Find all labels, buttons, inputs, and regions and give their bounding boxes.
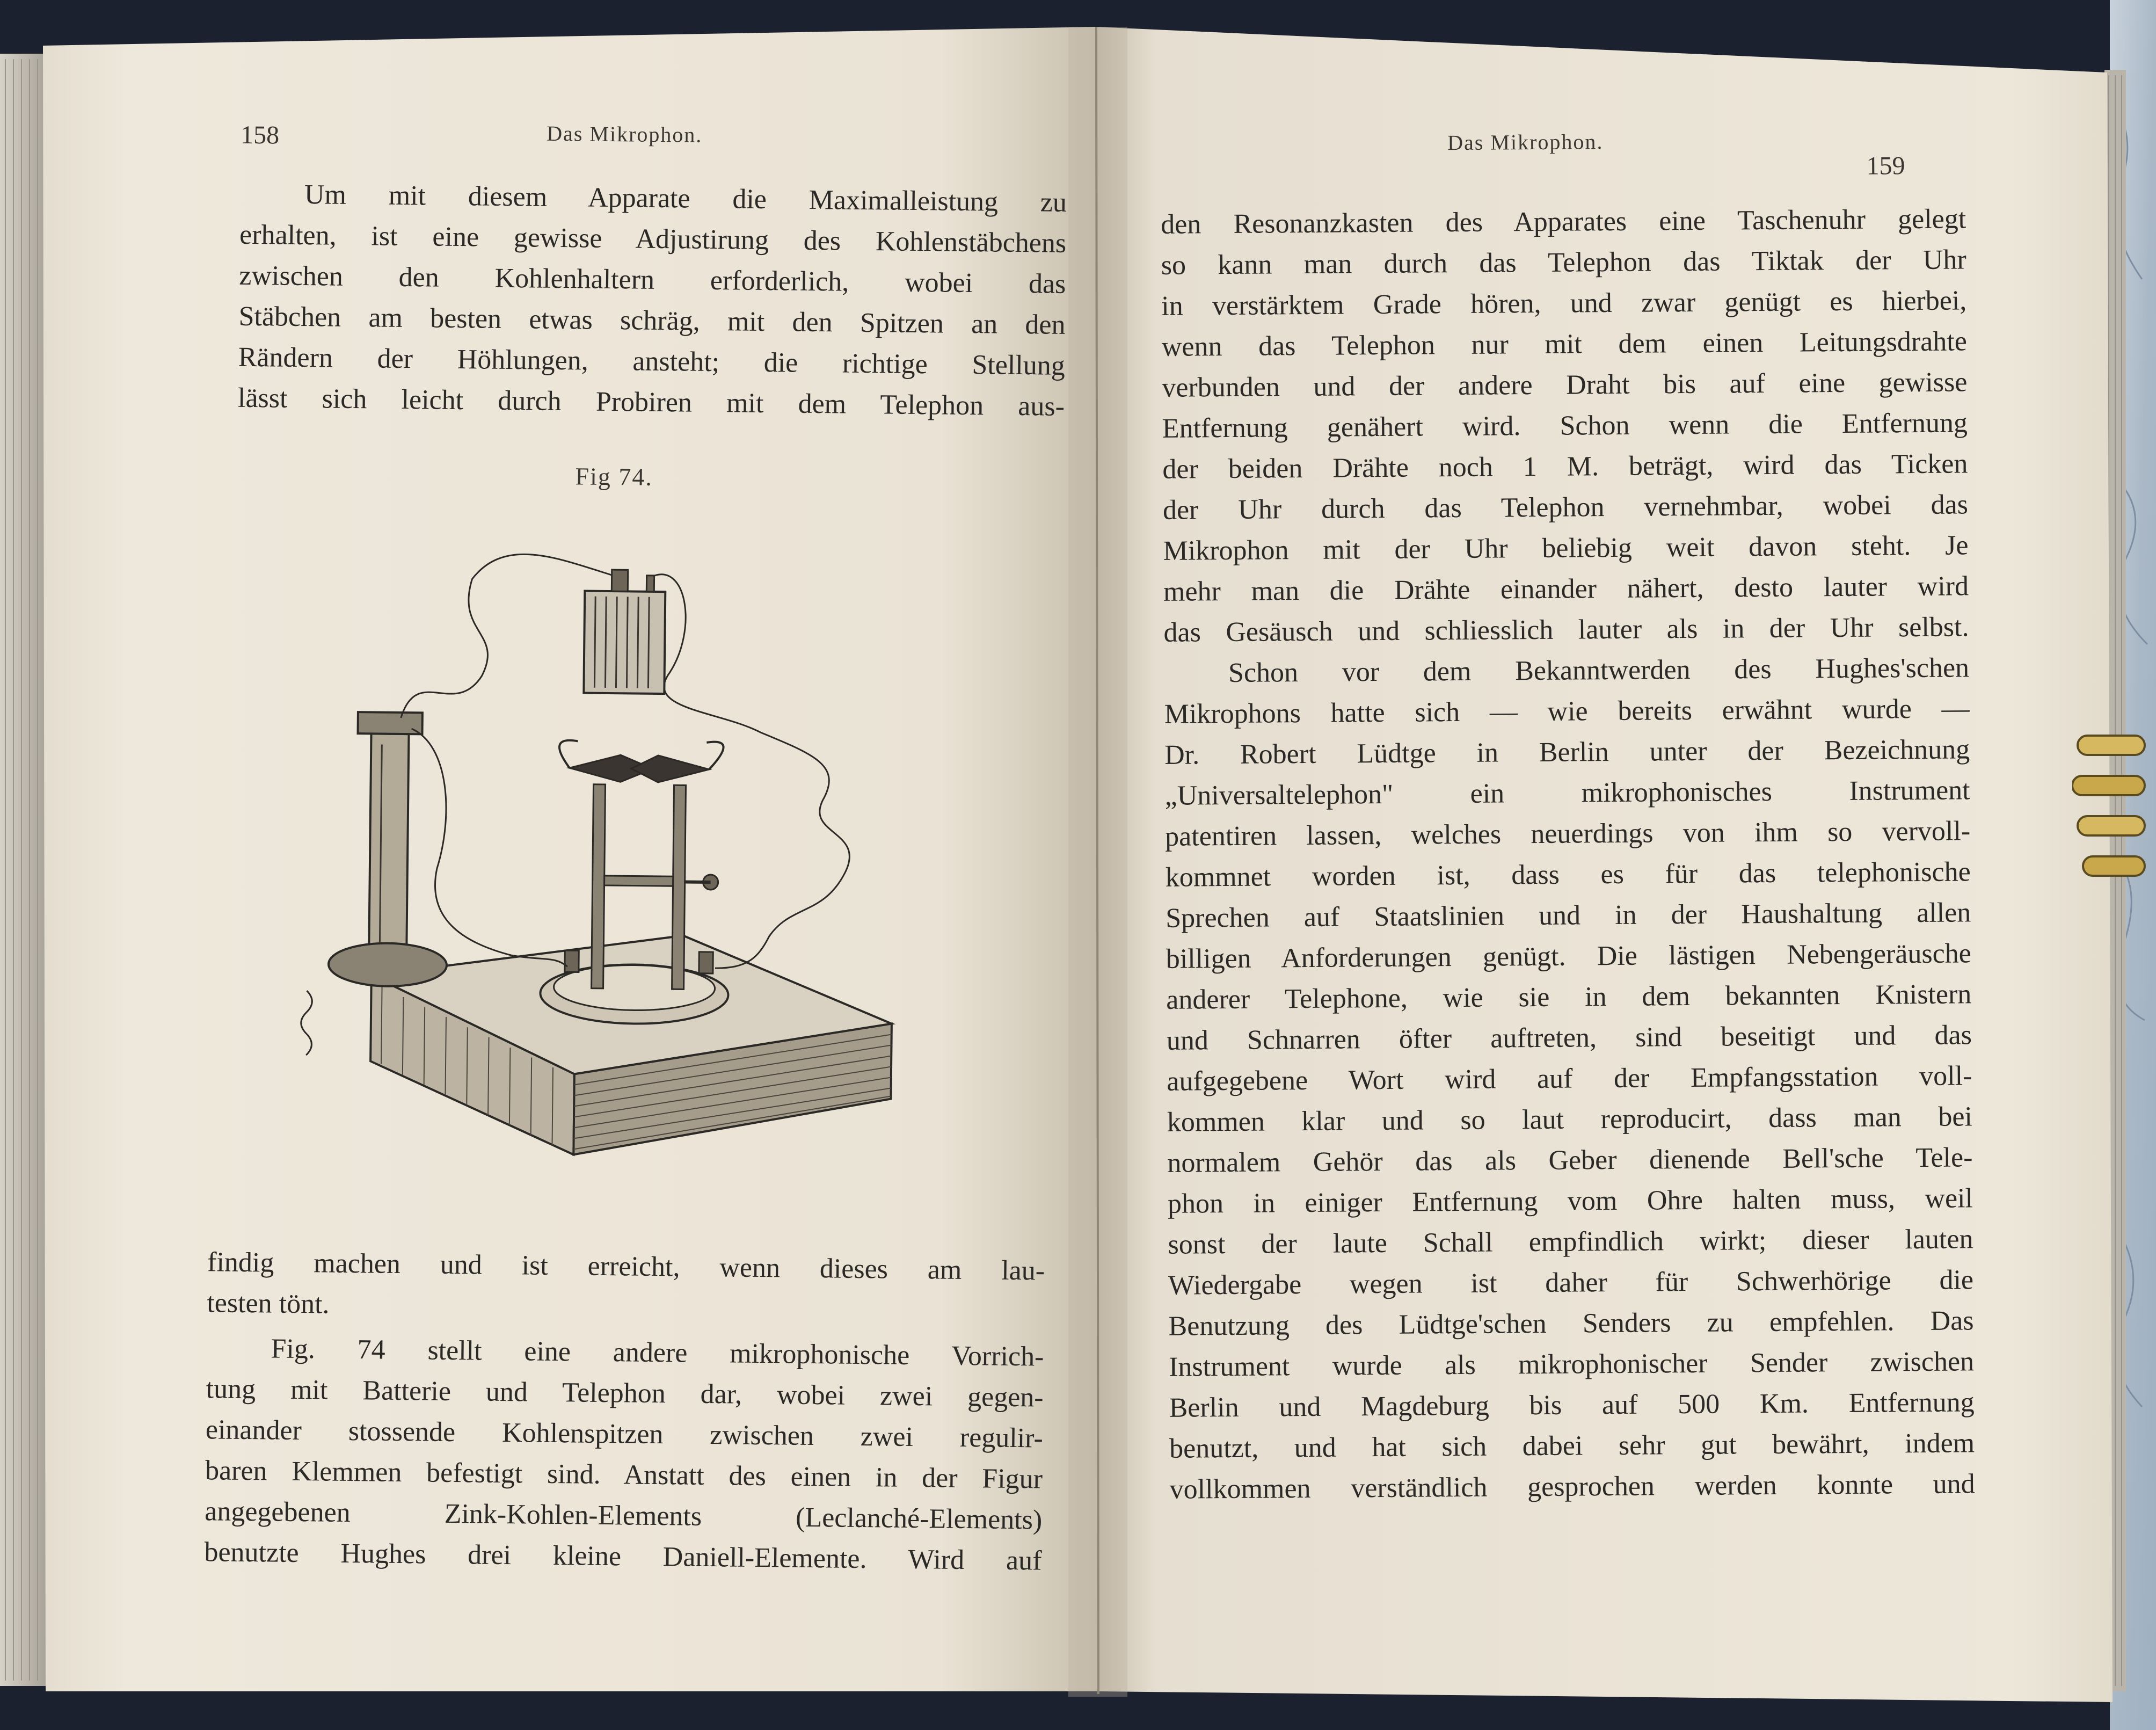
figure-caption: Fig 74. (575, 462, 653, 491)
text-line: Benutzung des Lüdtge'schen Senders zu empfehlen. Das (1168, 1305, 1974, 1342)
text-line: kommnet worden ist, dass es für das telephonische (1165, 856, 1971, 893)
text-line: das Gesäusch und schliesslich lauter als in der Uhr selbst. (1163, 612, 1969, 648)
left-page (26, 38, 1079, 1691)
microphone-engraving-figure (273, 491, 978, 1197)
text-line: vollkommen verständlich gesprochen werden konnte und (1169, 1469, 1975, 1505)
telephone-receiver-icon (329, 712, 449, 987)
text-line: benutzte Hughes drei kleine Daniell-Elemente. Wird auf (204, 1537, 1042, 1576)
left-paragraph-3 (204, 1328, 1044, 1581)
text-line: Schon vor dem Bekanntwerden des Hughes'schen (1228, 652, 1970, 688)
text-line: Stäbchen am besten etwas schräg, mit den Spitzen an den (238, 301, 1066, 340)
text-line: Rändern der Höhlungen, ansteht; die richtige Stellung (238, 341, 1066, 381)
text-line: tung mit Batterie und Telephon dar, wobei zwei gegen- (206, 1373, 1044, 1413)
page-number-right: 159 (1866, 151, 1905, 180)
battery-cell-icon (584, 570, 665, 694)
text-line: billigen Anforderungen genügt. Die lästigen Nebengeräusche (1166, 938, 1971, 975)
page-number-left: 158 (240, 120, 280, 150)
text-line: lässt sich leicht durch Probiren mit dem Telephon aus- (237, 382, 1065, 422)
text-line: patentiren lassen, welches neuerdings von ihm so vervoll- (1164, 816, 1971, 852)
right-paragraph-2 (1164, 648, 1975, 1510)
text-line: der beiden Drähte noch 1 M. beträgt, wird das Ticken (1162, 448, 1968, 485)
left-paragraph-1 (238, 174, 1067, 427)
brass-clip-icon (2072, 725, 2147, 897)
text-line: erhalten, ist eine gewisse Adjustirung des Kohlenstäbchens (239, 219, 1067, 259)
text-line: findig machen und ist erreicht, wenn dieses am lau- (207, 1247, 1045, 1286)
text-line: Um mit diesem Apparate die Maximalleistung zu (304, 179, 1067, 218)
text-line: angegebenen Zink-Kohlen-Elements (Leclanché-Elements) (205, 1496, 1043, 1536)
text-line: benutzt, und hat sich dabei sehr gut bewährt, indem (1169, 1428, 1975, 1464)
text-line: Fig. 74 stellt eine andere mikrophonische Vorrich- (271, 1333, 1044, 1372)
text-line: Berlin und Magdeburg bis auf 500 Km. Entfernung (1169, 1387, 1975, 1423)
text-line: testen tönt. (207, 1288, 330, 1320)
text-line: Sprechen auf Staatslinien und in der Haushaltung allen (1166, 897, 1971, 934)
text-line: mehr man die Drähte einander nähert, desto lauter wird (1163, 571, 1969, 607)
text-line: phon in einiger Entfernung vom Ohre halten muss, weil (1167, 1183, 1973, 1219)
text-line: normalem Gehör das als Geber dienende Bell'sche Tele- (1167, 1142, 1973, 1179)
text-line: Wiedergabe wegen ist daher für Schwerhörige die (1168, 1264, 1974, 1301)
text-line: so kann man durch das Telephon das Tiktak der Uhr (1161, 244, 1966, 281)
text-line: sonst der laute Schall empfindlich wirkt; dieser lauten (1168, 1224, 1973, 1260)
right-paragraph-1 (1161, 199, 1969, 653)
running-header-right: Das Mikrophon. (1447, 129, 1604, 155)
text-line: Dr. Robert Lüdtge in Berlin unter der Bezeichnung (1164, 734, 1970, 770)
text-line: der Uhr durch das Telephon vernehmbar, wobei das (1162, 489, 1969, 526)
text-line: aufgegebene Wort wird auf der Empfangsstation voll- (1167, 1060, 1972, 1097)
text-line: Mikrophons hatte sich — wie bereits erwähnt wurde — (1164, 693, 1970, 730)
text-line: in verstärktem Grade hören, und zwar genügt es hierbei, (1161, 285, 1967, 322)
microphone-stand-icon (540, 740, 731, 1024)
text-line: wenn das Telephon nur mit dem einen Leitungsdrahte (1161, 326, 1967, 362)
left-paragraph-2 (207, 1242, 1045, 1332)
text-line: kommen klar und so laut reproducirt, dass man bei (1167, 1101, 1973, 1138)
text-line: baren Klemmen befestigt sind. Anstatt des einen in der Figur (205, 1455, 1043, 1495)
text-line: einander stossende Kohlenspitzen zwischen zwei regulir- (205, 1414, 1044, 1454)
text-line: anderer Telephone, wie sie in dem bekannten Knistern (1166, 979, 1972, 1015)
right-page (1103, 47, 2129, 1703)
text-line: Instrument wurde als mikrophonischer Sender zwischen (1168, 1346, 1975, 1383)
text-line: Entfernung genähert wird. Schon wenn die Entfernung (1162, 408, 1968, 444)
text-line: verbunden und der andere Draht bis auf eine gewisse (1162, 367, 1968, 403)
hatching-mark (301, 991, 312, 1055)
text-line: den Resonanzkasten des Apparates eine Taschenuhr gelegt (1161, 203, 1966, 240)
text-line: und Schnarren öfter auftreten, sind beseitigt und das (1166, 1020, 1972, 1056)
text-line: Mikrophon mit der Uhr beliebig weit davon steht. Je (1163, 530, 1969, 566)
text-line: zwischen den Kohlenhaltern erforderlich, wobei das (239, 260, 1066, 300)
text-line: „Universaltelephon" ein mikrophonisches Instrument (1164, 775, 1970, 811)
running-header-left: Das Mikrophon. (547, 121, 703, 147)
